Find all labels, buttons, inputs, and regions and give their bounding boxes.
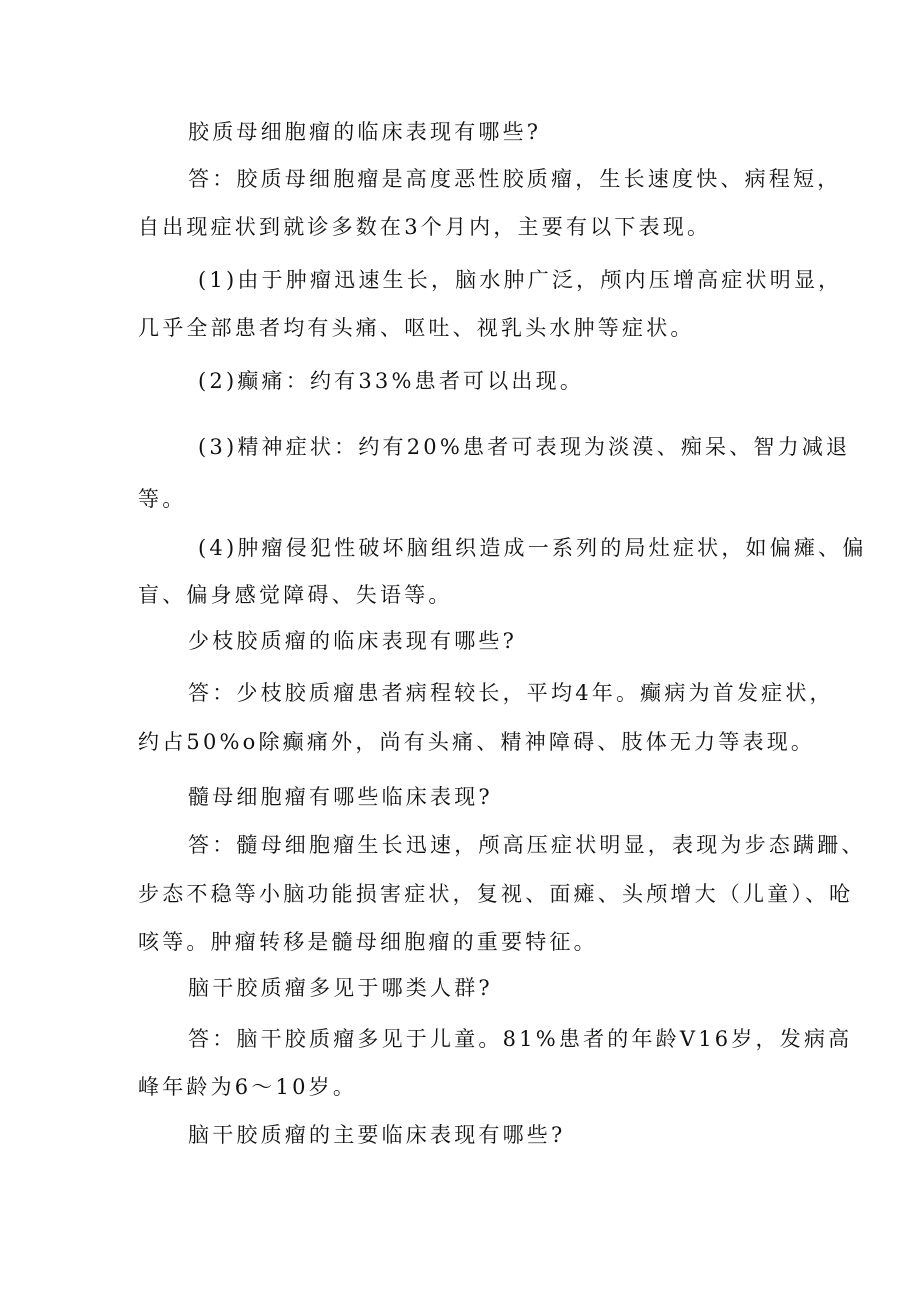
list-item-4: (4)肿瘤侵犯性破坏脑组织造成一系列的局灶症状，如偏瘫、偏 bbox=[198, 536, 867, 560]
answer-line: 自出现症状到就诊多数在3个月内，主要有以下表现。 bbox=[138, 215, 712, 239]
answer-line: 约占50%o除癫痛外，尚有头痛、精神障碍、肢体无力等表现。 bbox=[138, 730, 816, 754]
answer-line: 答：少枝胶质瘤患者病程较长，平均4年。癫病为首发症状， bbox=[188, 681, 834, 705]
answer-line: 答：髓母细胞瘤生长迅速，颅高压症状明显，表现为步态蹒跚、 bbox=[188, 833, 866, 857]
question-glioblastoma: 胶质母细胞瘤的临床表现有哪些? bbox=[188, 120, 542, 144]
question-brainstem-glioma-population: 脑干胶质瘤多见于哪类人群? bbox=[188, 976, 493, 1000]
list-item-1: (1)由于肿瘤迅速生长，脑水肿广泛，颅内压增高症状明显， bbox=[198, 268, 843, 292]
question-brainstem-glioma-symptoms: 脑干胶质瘤的主要临床表现有哪些? bbox=[188, 1123, 566, 1147]
list-item-1-cont: 几乎全部患者均有头痛、呕吐、视乳头水肿等症状。 bbox=[138, 316, 695, 340]
answer-line: 峰年龄为6～10岁。 bbox=[138, 1075, 358, 1099]
list-item-3-cont: 等。 bbox=[138, 487, 187, 511]
list-item-3: (3)精神症状：约有20%患者可表现为淡漠、痴呆、智力减退 bbox=[198, 435, 851, 459]
list-item-2: (2)癫痛：约有33%患者可以出现。 bbox=[198, 369, 585, 393]
answer-line: 答：脑干胶质瘤多见于儿童。81%患者的年龄V16岁，发病高 bbox=[188, 1027, 853, 1051]
answer-line: 步态不稳等小脑功能损害症状，复视、面瘫、头颅增大（儿童）、呛 bbox=[138, 882, 854, 906]
answer-line: 咳等。肿瘤转移是髓母细胞瘤的重要特征。 bbox=[138, 930, 598, 954]
answer-line: 答：胶质母细胞瘤是高度恶性胶质瘤，生长速度快、病程短， bbox=[188, 167, 842, 191]
question-medulloblastoma: 髓母细胞瘤有哪些临床表现? bbox=[188, 785, 493, 809]
question-oligodendroglioma: 少枝胶质瘤的临床表现有哪些? bbox=[188, 629, 518, 653]
list-item-4-cont: 盲、偏身感觉障碍、失语等。 bbox=[138, 583, 453, 607]
